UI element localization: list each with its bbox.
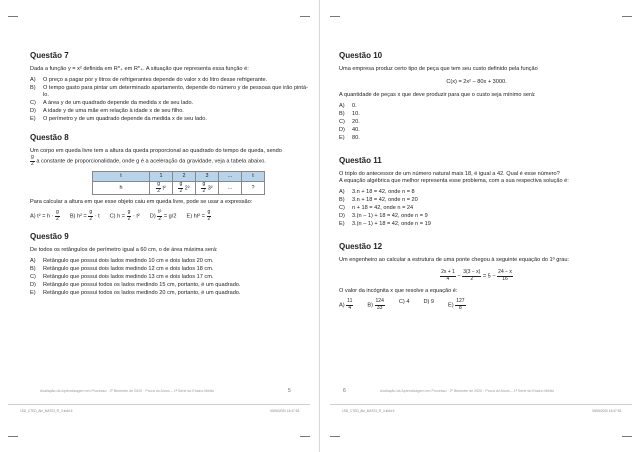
frac-num: 11	[347, 298, 353, 304]
q11-prompt2: A equação algébrica que melhor representa esse problema, com a sua respectiva solução é:	[339, 178, 569, 184]
crop-mark	[8, 16, 18, 17]
option-text: 3.(n – 1) + 18 = 42, onde n = 9	[352, 213, 428, 219]
q12-title: Questão 12	[339, 242, 383, 251]
frac-num: 24 − x	[498, 269, 512, 275]
q12-option	[448, 299, 466, 311]
option-text: 40.	[352, 127, 360, 133]
meta-right-date: 30/06/2020 15:47:53	[592, 409, 622, 413]
option-text: 3.n + 18 = 42, onde n = 20	[352, 197, 418, 203]
cell-exp: t²	[160, 185, 166, 192]
q12-option	[399, 299, 410, 311]
option-text: 0.	[352, 103, 357, 109]
slug-rule	[330, 404, 632, 405]
q8-option	[30, 210, 60, 222]
option-item	[339, 205, 614, 212]
crop-mark	[330, 436, 340, 437]
right-column	[339, 40, 614, 314]
option-item	[339, 213, 614, 220]
option-key: E)	[339, 221, 345, 227]
fraction	[346, 299, 353, 311]
table-cell	[150, 182, 173, 195]
option-text: 20.	[352, 119, 360, 125]
frac-num: g	[89, 209, 93, 215]
option-item	[30, 85, 308, 99]
option-text: 3.(n – 1) + 18 = 42, onde n = 19	[352, 221, 431, 227]
frac-den: 2	[179, 187, 183, 194]
table-header-cell: ...	[219, 172, 242, 182]
q7-options	[30, 77, 308, 123]
frac-num: 3(3 − x)	[463, 269, 481, 275]
q10-options	[339, 103, 614, 142]
frac-num: g	[157, 181, 160, 187]
q8-table	[92, 171, 265, 195]
option-key: E)	[448, 302, 456, 309]
option-text: Retângulo que possui todos os lados medindo 20 cm, portanto, é um quadrado.	[43, 290, 241, 296]
q10-prompt: Uma empresa produz certo tipo de peça que tem seu custo definido pela função	[339, 66, 538, 72]
frac-den: 4	[446, 275, 450, 282]
q12-option	[367, 299, 385, 311]
g-over-2	[30, 155, 35, 167]
q10-equation: C(x) = 2x² – 80x + 3000.	[446, 79, 507, 85]
option-item	[30, 282, 308, 289]
frac-num: t²	[158, 209, 162, 215]
q11-options	[339, 189, 614, 228]
option-text: A idade y de uma mãe em relação à idade x de seu filho.	[43, 108, 184, 114]
option-text: A área y de um quadrado depende da medida x de seu lado.	[43, 100, 194, 106]
cell-exp: 3²	[206, 185, 213, 192]
option-key: C)	[339, 205, 345, 211]
option-post: · t	[93, 213, 100, 220]
crop-mark	[300, 436, 310, 437]
option-text: 80.	[352, 135, 360, 141]
q10-title: Questão 10	[339, 51, 383, 60]
option-text: 4	[406, 299, 410, 305]
frac-num: g	[207, 209, 211, 215]
q12-options	[339, 299, 614, 311]
table-header-cell: 1	[150, 172, 173, 182]
table-cell	[173, 182, 196, 195]
option-item	[339, 197, 614, 204]
option-key: A)	[339, 302, 347, 309]
option-text: 10.	[352, 111, 360, 117]
q9-options	[30, 258, 308, 297]
q8-table-header	[93, 172, 265, 182]
option-item	[30, 116, 308, 123]
fraction	[455, 299, 465, 311]
option-text: O tempo gasto para pintar um determinado apartamento, depende do número y de pessoas que irão pintá-lo.	[43, 85, 308, 98]
option-pre: h =	[117, 213, 127, 220]
table-cell: ...	[219, 182, 242, 195]
option-key: D)	[423, 299, 431, 305]
frac-num: g	[202, 181, 206, 187]
option-text: n + 18 = 42, onde n = 24	[352, 205, 414, 211]
option-key: D)	[339, 213, 345, 219]
option-text: O perímetro y de um quadrado depende da medida x de seu lado.	[43, 116, 207, 122]
option-item	[339, 119, 614, 126]
q11-prompt1: O triplo do antecessor de um número natural mais 18, é igual a 42. Qual é esse número?	[339, 171, 560, 177]
q11-title: Questão 11	[339, 156, 382, 165]
frac-den: 2	[31, 160, 34, 167]
crop-mark	[300, 16, 310, 17]
option-pre: t² = h ·	[37, 213, 56, 220]
table-header-cell: t	[242, 172, 265, 182]
left-column	[30, 40, 308, 298]
q12-option	[423, 299, 434, 311]
q12-prompt: Um engenheiro ao calcular a estrutura de uma ponte chegou à seguinte equação do 1º grau:	[339, 257, 569, 263]
option-item	[339, 111, 614, 118]
meta-left-date: 30/06/2020 15:47:53	[270, 409, 300, 413]
q10-ask: A quantidade de peças x que deve produzir para que o custo seja mínimo será:	[339, 92, 536, 98]
frac-num: 127	[456, 298, 465, 304]
spread-divider	[319, 0, 320, 452]
option-key: C)	[398, 299, 407, 305]
q8-prompt-line1: Um corpo em queda livre tem a altura da queda proporcional ao quadrado do tempo de queda, sendo	[30, 148, 282, 154]
frac-den: 2	[158, 215, 162, 222]
cell-exp: 2²	[183, 185, 190, 192]
fraction	[375, 299, 385, 311]
frac-den: 4	[348, 304, 352, 311]
option-item	[30, 258, 308, 265]
option-key: C)	[339, 119, 345, 125]
option-key: A)	[339, 189, 345, 195]
option-text: Retângulo que possui todos os lados medindo 15 cm, portanto, é um quadrado.	[43, 282, 241, 288]
frac-den: 2	[157, 187, 160, 194]
q12-ask: O valor da incógnita x que resolve a equação é:	[339, 288, 458, 294]
frac-num: 2x + 1	[441, 269, 455, 275]
option-text: O preço a pagar por y litros de refrigerantes depende do valor x do litro desse refrigerante.	[43, 77, 268, 83]
option-key: A)	[30, 213, 38, 220]
option-key: E)	[186, 213, 194, 220]
fraction	[462, 270, 481, 282]
q12-equation	[339, 270, 614, 282]
q7-prompt: Dada a função y = x² definida em R*₊ em R*₊. A situação que representa essa função é:	[30, 66, 249, 72]
option-key: D)	[149, 213, 158, 220]
option-item	[339, 103, 614, 110]
option-post: · t²	[131, 213, 140, 220]
option-item	[339, 127, 614, 134]
frac-num: g	[31, 154, 34, 160]
option-key: B)	[30, 266, 36, 272]
option-item	[30, 266, 308, 273]
q8-option	[70, 210, 100, 222]
q8-prompt	[30, 148, 308, 167]
option-key: B)	[339, 197, 345, 203]
option-key: B)	[367, 302, 375, 309]
option-key: D)	[30, 108, 36, 114]
option-item	[30, 77, 308, 84]
option-key: B)	[339, 111, 345, 117]
frac-den: 2	[207, 215, 211, 222]
q9-title: Questão 9	[30, 232, 69, 241]
equation-operator: −	[455, 273, 463, 280]
crop-mark	[8, 436, 18, 437]
frac-den: 33	[376, 304, 383, 311]
option-item	[339, 221, 614, 228]
option-item	[30, 108, 308, 115]
frac-num: g	[127, 209, 131, 215]
frac-num: g	[179, 181, 183, 187]
option-text: Retângulo que possui dois lados medindo 13 cm e dois lados 17 cm.	[43, 274, 214, 280]
q8-table-row	[93, 182, 265, 195]
option-key: E)	[30, 116, 36, 122]
q8-prompt-line2: a constante de proporcionalidade, onde g é a aceleração da gravidade, veja a tabela abaixo.	[36, 158, 266, 165]
crop-mark	[330, 16, 340, 17]
option-item	[30, 100, 308, 107]
option-post: = g/2	[162, 213, 177, 220]
q8-option	[110, 210, 140, 222]
page-number-left: 5	[288, 388, 291, 394]
option-item	[30, 274, 308, 281]
table-cell	[196, 182, 219, 195]
frac-den: 2	[56, 215, 59, 222]
option-text: 3.n + 18 = 42, onde n = 8	[352, 189, 415, 195]
table-header-cell: t	[93, 172, 150, 182]
option-key: C)	[109, 213, 118, 220]
option-key: A)	[339, 103, 345, 109]
option-item	[30, 290, 308, 297]
footer-right: Avaliação da Aprendizagem em Processo · 2º Bimestre de 2020 · Prova do Aluno – 1ª Série do Ensino Médio	[380, 389, 555, 393]
frac-den: 8	[458, 304, 462, 311]
meta-left-file: 1SD_CTED_Aln_MAT03_Fl_3.indd 5	[20, 409, 73, 413]
q8-option	[150, 210, 177, 222]
table-cell: ?	[242, 182, 265, 195]
meta-right-file: 1SD_CTED_Aln_MAT03_Fl_3.indd 6	[342, 409, 395, 413]
option-key: A)	[30, 258, 36, 264]
q8-options	[30, 210, 308, 222]
frac-den: 2	[470, 275, 474, 282]
table-row-label: h	[93, 182, 150, 195]
option-key: B)	[30, 85, 36, 91]
option-pre: ht² =	[193, 213, 207, 220]
option-item	[339, 135, 614, 142]
frac-den: 2	[127, 215, 131, 222]
fraction	[440, 270, 456, 282]
option-key: C)	[30, 274, 36, 280]
option-key: D)	[30, 282, 36, 288]
frac-den: 2	[202, 187, 206, 194]
q8-option	[186, 210, 211, 222]
footer-left: Avaliação da Aprendizagem em Processo · 2º Bimestre de 2020 · Prova do Aluno – 1ª Série do Ensino Médio	[40, 389, 215, 393]
option-text: 9	[430, 299, 435, 305]
fraction	[55, 210, 60, 222]
option-key: E)	[30, 290, 36, 296]
q12-option	[339, 299, 353, 311]
slug-rule	[8, 404, 310, 405]
fraction	[207, 210, 212, 222]
q8-ask: Para calcular a altura em que esse objeto caiu em queda livre, pode se usar a expressão:	[30, 199, 253, 205]
fraction	[497, 270, 513, 282]
frac-num: g	[56, 209, 59, 215]
option-text: Retângulo que possui dois lados medindo 10 cm e dois lados 20 cm.	[43, 258, 214, 264]
option-key: A)	[30, 77, 36, 83]
table-header-cell: 3	[196, 172, 219, 182]
q8-title: Questão 8	[30, 133, 69, 142]
crop-mark	[622, 16, 632, 17]
frac-den: 16	[502, 275, 508, 282]
q7-title: Questão 7	[30, 51, 69, 60]
option-item	[339, 189, 614, 196]
option-pre: h² =	[76, 213, 89, 220]
q9-prompt: De todos os retângulos de perímetro igual a 60 cm, o de área máxima será:	[30, 247, 218, 253]
frac-den: 2	[89, 215, 93, 222]
page-number-right: 6	[343, 388, 346, 394]
option-key: B)	[69, 213, 77, 220]
option-key: C)	[30, 100, 36, 106]
option-text: Retângulo que possui dois lados medindo 12 cm e dois lados 18 cm.	[43, 266, 214, 272]
crop-mark	[622, 436, 632, 437]
option-key: E)	[339, 135, 345, 141]
table-header-cell: 2	[173, 172, 196, 182]
frac-num: 124	[375, 298, 384, 304]
option-key: D)	[339, 127, 345, 133]
equation-operator: = 5 −	[481, 273, 498, 280]
